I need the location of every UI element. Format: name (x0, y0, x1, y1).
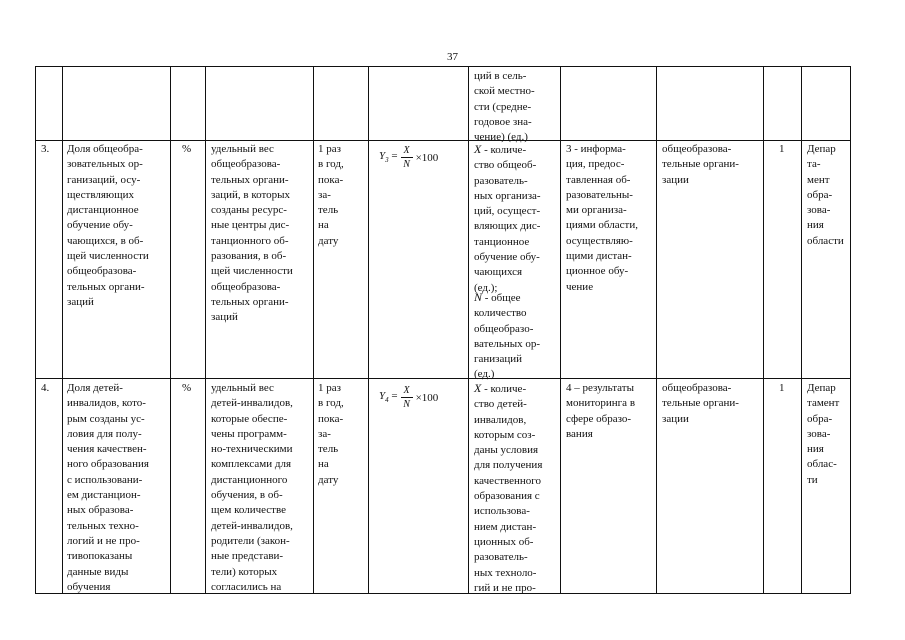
department: Депар та- мент обра- зова- ния области (807, 143, 844, 247)
indicator-definition: удельный вес общеобразова- тельных органи- заций, в которых созданы ресурс- ные центры дис- танционного об- разования, в об- щей численности общеобразова- тельных органи- заций (211, 143, 293, 324)
formula-numerator: X (403, 145, 410, 156)
row-number: 3. (41, 143, 50, 155)
formula-numerator: X (403, 385, 410, 396)
variables-n (474, 290, 540, 383)
responsible: общеобразова- тельные органи- зации (662, 382, 739, 425)
formula-lhs: Y (379, 390, 386, 403)
level: 1 (779, 143, 785, 155)
periodicity: 1 раз в год, пока- за- тель на дату (318, 143, 344, 247)
variables-x (474, 381, 542, 596)
formula: $Y_4$ = $\frac{X}{N}$ ×100 (379, 385, 439, 410)
indicator-name: Доля детей- инвалидов, кото- рым созданы ус- ловия для полу- чения качествен- ного образования с использовани- ем дистанцион- ных образова- тельных техно- логий и не про- тивопоказаны данные виды обучения (67, 382, 149, 593)
unit: % (182, 143, 192, 155)
formula-tail: ×100 (415, 151, 439, 164)
data-source: 4 – результаты мониторинга в сфере образо- вания (566, 382, 636, 440)
formula-denominator: N (403, 399, 410, 410)
unit: % (182, 382, 192, 394)
page-number: 37 (447, 51, 458, 63)
formula-lhs: Y (379, 150, 386, 163)
formula-subscript: 3 (385, 156, 389, 165)
data-source: 3 - информа- ция, предос- тавленная об- разовательны- ми организа- циями области, осуществляю- щими дистан- ционное обу- чение (566, 143, 638, 293)
variables-x (474, 142, 541, 296)
row-number: 4. (41, 382, 50, 394)
variable-symbol: X (474, 381, 482, 395)
indicator-definition: удельный вес детей-инвалидов, которые обеспе- чены программ- но-техническими комплексами для дистанционного обучения, в об- щем количестве детей-инвалидов, родители (закон- ные представи- тели) которых согласились на (211, 382, 293, 593)
variable-symbol: N (474, 290, 483, 304)
level: 1 (779, 382, 785, 394)
variable-description: - количе- ство общеоб- разователь- ных организа- ций, осущест- вляющих дис- танционное обучение обу- чающихся (ед.); (474, 144, 541, 294)
variable-description: - количе- ство детей- инвалидов, которым соз- даны условия для получения качественного образования с использова- нием дистан- ционных об- разователь- ных техноло- гий и не про- (474, 383, 543, 594)
responsible: общеобразова- тельные органи- зации (662, 143, 739, 186)
continued-variables-cell: ций в сель- ской местно- сти (средне- годовое зна- чение) (ед.) (474, 70, 535, 144)
formula-denominator: N (403, 159, 410, 170)
periodicity: 1 раз в год, пока- за- тель на дату (318, 382, 344, 486)
variable-description: - общее количество общеобразо- вательных ор- ганизаций (ед.) (474, 292, 541, 381)
variable-symbol: X (474, 142, 482, 156)
indicator-name: Доля общеобра- зовательных ор- ганизаций, осу- ществляющих дистанционное обучение обу- чающихся, в об- щей численности общеобразова- тельных органи- заций (67, 143, 149, 308)
formula-tail: ×100 (415, 391, 439, 404)
formula-subscript: 4 (385, 396, 389, 405)
formula: $Y_3$ = $\frac{X}{N}$ ×100 (379, 145, 439, 170)
department: Депар тамент обра- зова- ния облас- ти (807, 382, 840, 486)
